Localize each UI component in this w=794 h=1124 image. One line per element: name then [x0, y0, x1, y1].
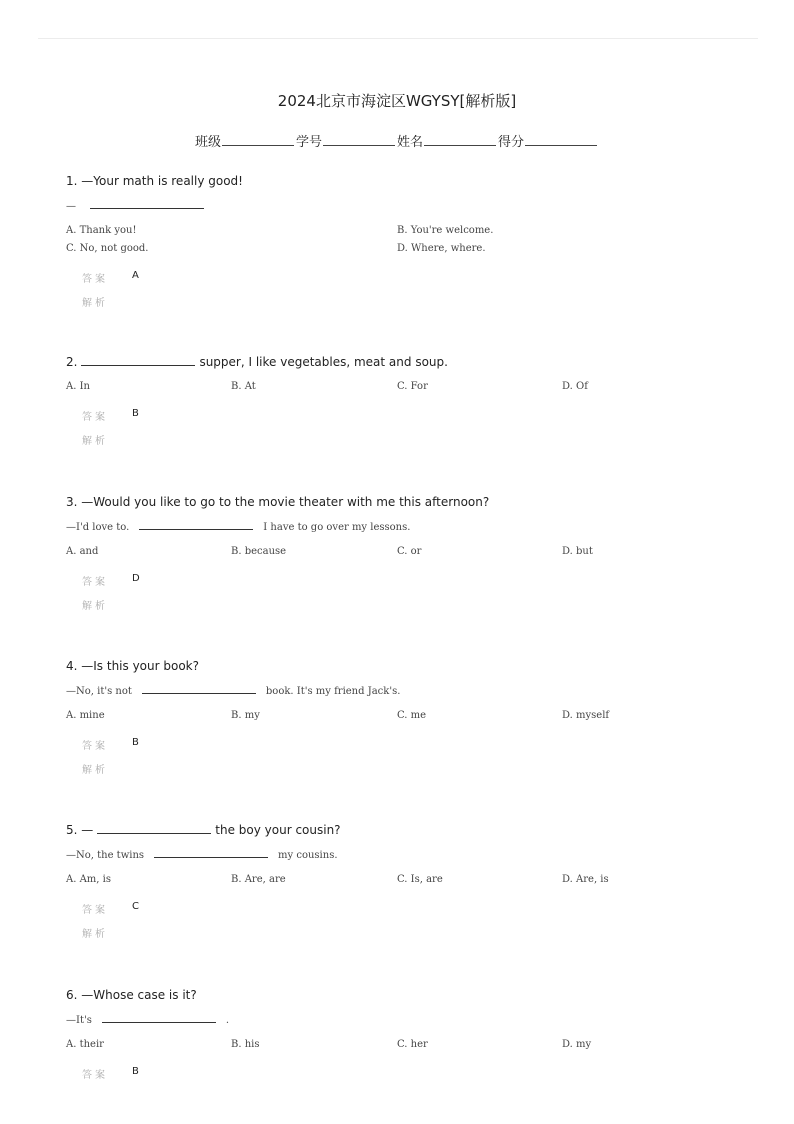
answer-blank[interactable]: [81, 354, 195, 366]
document-title: 2024北京市海淀区WGYSY[解析版]: [277, 92, 517, 110]
answer-row: 答案 B: [82, 1066, 139, 1081]
answer-row: 答案 C: [82, 901, 139, 916]
question-dialogue: —It's .: [66, 1011, 746, 1029]
answer-value: B: [132, 1066, 139, 1077]
option-a[interactable]: A. In: [66, 381, 90, 392]
answer-value: B: [132, 408, 139, 419]
option-c[interactable]: C. or: [397, 546, 422, 557]
explanation-row: 解析: [82, 436, 108, 447]
question-dialogue: —No, the twins my cousins.: [66, 846, 746, 864]
options: [66, 543, 746, 561]
option-a[interactable]: A. their: [66, 1039, 104, 1050]
option-b[interactable]: B. At: [231, 381, 256, 392]
name-field[interactable]: 姓名: [397, 131, 498, 150]
explanation-row: 解析: [82, 765, 108, 776]
option-b[interactable]: B. You're welcome.: [397, 225, 494, 236]
option-d[interactable]: D. Of: [562, 381, 588, 392]
option-b[interactable]: B. his: [231, 1039, 260, 1050]
option-d[interactable]: D. myself: [562, 710, 610, 721]
option-a[interactable]: A. Thank you!: [66, 225, 137, 236]
option-c[interactable]: C. her: [397, 1039, 428, 1050]
explanation-row: 解析: [82, 929, 108, 940]
question-stem: 6. —Whose case is it?: [66, 988, 197, 1002]
option-c[interactable]: C. For: [397, 381, 428, 392]
options: [66, 378, 746, 396]
answer-value: D: [132, 573, 140, 584]
answer-blank[interactable]: [90, 197, 204, 209]
answer-blank[interactable]: [139, 518, 253, 530]
option-a[interactable]: A. and: [66, 546, 99, 557]
answer-blank[interactable]: [154, 846, 268, 858]
student-number-field[interactable]: 学号: [296, 131, 397, 150]
option-c[interactable]: C. me: [397, 710, 427, 721]
option-a[interactable]: A. Am, is: [66, 874, 111, 885]
header-divider: [38, 38, 758, 39]
answer-row: 答案 B: [82, 737, 139, 752]
explanation-row: 解析: [82, 298, 108, 309]
question-6: [66, 986, 746, 1085]
answer-blank[interactable]: [142, 682, 256, 694]
option-d[interactable]: D. Are, is: [562, 874, 609, 885]
option-d[interactable]: D. but: [562, 546, 593, 557]
answer-row: 答案 B: [82, 408, 139, 423]
answer-value: A: [132, 270, 139, 281]
answer-value: B: [132, 737, 139, 748]
answer-row: 答案 A: [82, 270, 139, 285]
question-dialogue: —I'd love to. I have to go over my lessons.: [66, 518, 746, 536]
student-info-row: [0, 131, 794, 150]
explanation-row: 解析: [82, 601, 108, 612]
question-stem: 3. —Would you like to go to the movie theater with me this afternoon?: [66, 495, 490, 509]
answer-blank[interactable]: [102, 1011, 216, 1023]
score-field[interactable]: 得分: [498, 131, 599, 150]
question-dialogue: —: [66, 197, 746, 215]
question-3: [66, 493, 746, 614]
option-c[interactable]: C. No, not good.: [66, 243, 149, 254]
answer-blank[interactable]: [97, 822, 211, 834]
question-4: [66, 657, 746, 778]
question-dialogue: —No, it's not book. It's my friend Jack's.: [66, 682, 746, 700]
answer-row: 答案 D: [82, 573, 140, 588]
class-field[interactable]: 班级: [195, 131, 296, 150]
option-d[interactable]: D. my: [562, 1039, 592, 1050]
question-stem: 5. — the boy your cousin?: [66, 823, 341, 837]
option-b[interactable]: B. my: [231, 710, 260, 721]
option-c[interactable]: C. Is, are: [397, 874, 443, 885]
options: [66, 1036, 746, 1054]
option-b[interactable]: B. Are, are: [231, 874, 286, 885]
question-stem: 4. —Is this your book?: [66, 659, 199, 673]
option-d[interactable]: D. Where, where.: [397, 243, 486, 254]
question-1: [66, 172, 746, 311]
options: [66, 871, 746, 889]
options: [66, 222, 746, 258]
answer-value: C: [132, 901, 139, 912]
question-stem: 1. —Your math is really good!: [66, 174, 243, 188]
option-a[interactable]: A. mine: [66, 710, 105, 721]
option-b[interactable]: B. because: [231, 546, 287, 557]
question-2: [66, 353, 746, 449]
question-stem: 2. supper, I like vegetables, meat and soup.: [66, 355, 448, 369]
question-5: [66, 821, 746, 942]
options: [66, 707, 746, 725]
